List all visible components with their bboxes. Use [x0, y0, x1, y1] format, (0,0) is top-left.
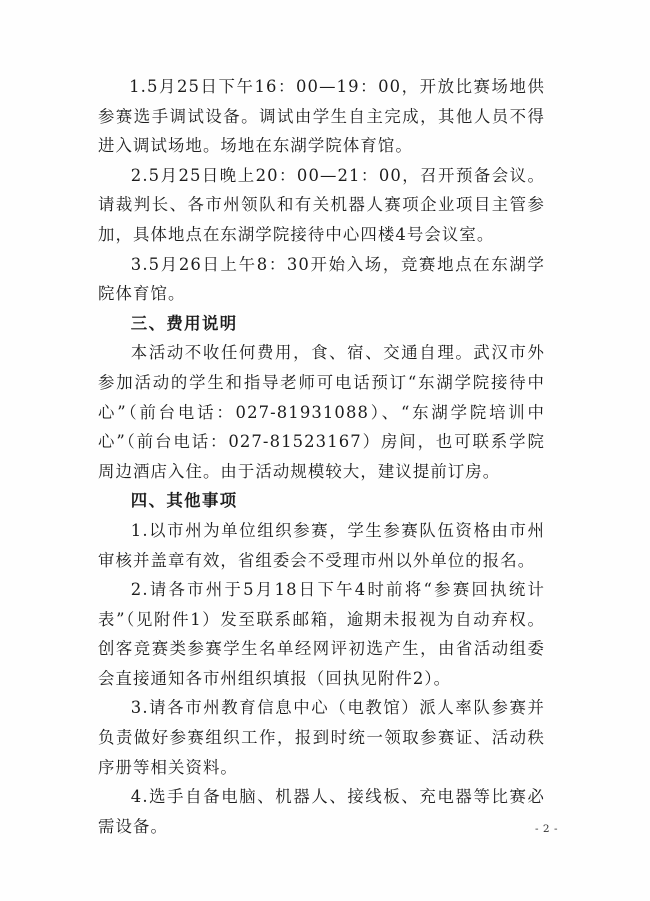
para-fees: 本活动不收任何费用，食、宿、交通自理。武汉市外参加活动的学生和指导老师可电话预订“东湖学院接待中心”（前台电话：027-81931088）、“东湖学院培训中心”（前台电话：027-81523167）房间，也可联系学院周边酒店入住。由于活动规模较大，建议提前订房。: [98, 343, 545, 481]
para-matter-2: 2.请各市州于5月18日下午4时前将“参赛回执统计表”（见附件1）发至联系邮箱，逾期未报视为自动弃权。创客竞赛类参赛学生名单经网评初选产生，由省活动组委会直接通知各市州组织填报（回执见附件2）。: [98, 580, 545, 688]
para-matter-3: 3.请各市州教育信息中心（电教馆）派人率队参赛并负责做好参赛组织工作，报到时统一领取参赛证、活动秩序册等相关资料。: [98, 698, 545, 777]
para-matter-4: 4.选手自备电脑、机器人、接线板、充电器等比赛必需设备。: [98, 787, 545, 836]
para-schedule-entry: 3.5月26日上午8：30开始入场，竞赛地点在东湖学院体育馆。: [98, 254, 545, 304]
heading-other-matters: 四、其他事项: [130, 491, 238, 511]
document-body: [98, 72, 545, 841]
para-matter-1: 1.以市州为单位组织参赛，学生参赛队伍资格由市州审核并盖章有效，省组委会不受理市州以外单位的报名。: [98, 520, 545, 570]
para-schedule-debug: 1.5月25日下午16：00—19：00，开放比赛场地供参赛选手调试设备。调试由学生自主完成，其他人员不得进入调试场地。场地在东湖学院体育馆。: [98, 77, 545, 156]
heading-fees: 三、费用说明: [130, 313, 238, 333]
page-number: - 2 -: [535, 823, 558, 835]
para-schedule-meeting: 2.5月25日晚上20：00—21：00，召开预备会议。请裁判长、各市州领队和有关机器人赛项企业项目主管参加，具体地点在东湖学院接待中心四楼4号会议室。: [98, 165, 545, 244]
